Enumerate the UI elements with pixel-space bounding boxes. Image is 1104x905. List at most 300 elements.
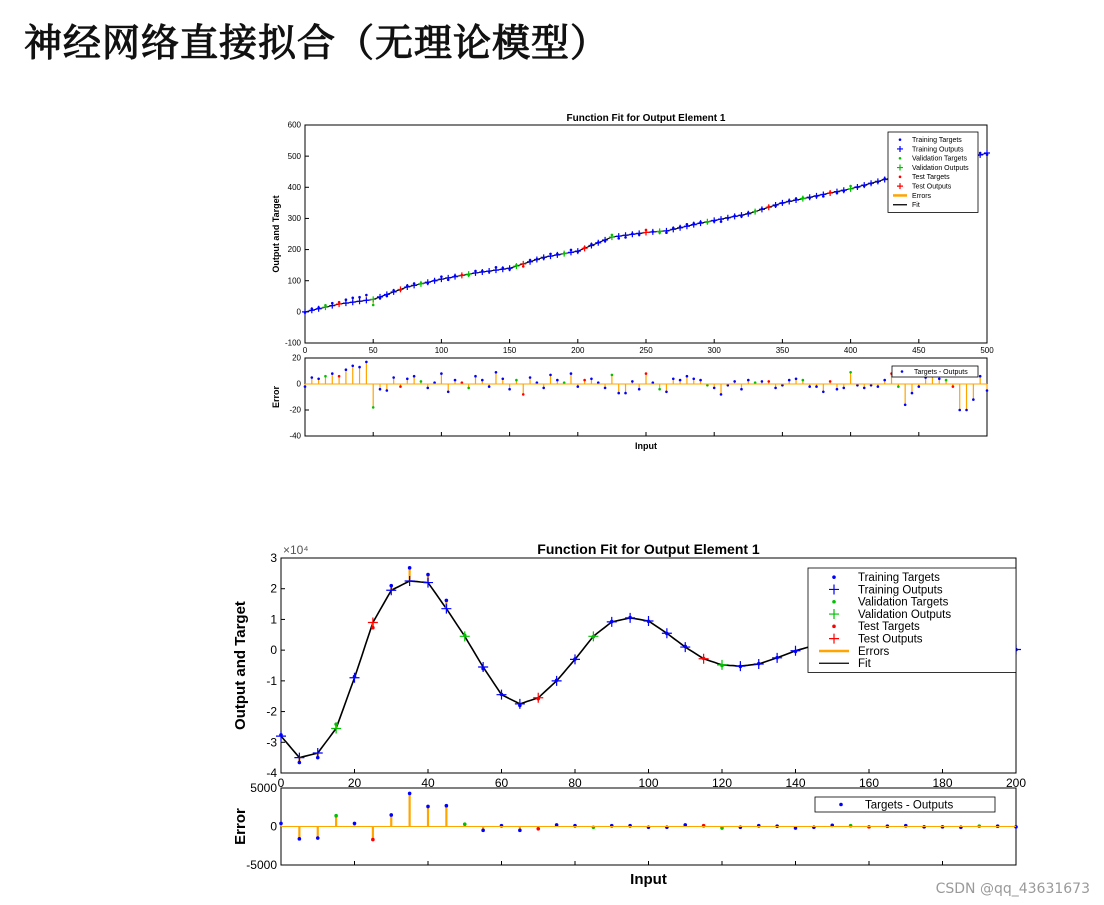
target-marker — [331, 302, 334, 305]
error-y-tick-label: -20 — [289, 405, 301, 415]
error-stem-marker — [849, 371, 852, 374]
target-marker — [808, 197, 811, 200]
error-y-tick-label: 0 — [296, 379, 301, 389]
target-marker — [440, 275, 443, 278]
error-legend-label: Targets - Outputs — [865, 799, 954, 812]
target-marker — [573, 657, 577, 661]
error-stem-marker — [972, 398, 975, 401]
target-marker — [563, 252, 566, 255]
target-marker — [754, 210, 757, 213]
y-axis-label: Output and Target — [271, 195, 281, 273]
target-marker — [501, 267, 504, 270]
target-marker — [733, 215, 736, 218]
error-stem-marker — [372, 406, 375, 409]
legend-label: Fit — [858, 658, 871, 671]
error-stem-marker — [447, 391, 450, 394]
error-stem-marker — [454, 379, 457, 382]
legend-key — [899, 176, 902, 179]
chart-1 — [271, 113, 994, 451]
error-stem-marker — [467, 387, 470, 390]
target-marker — [647, 619, 651, 623]
y-tick-label: -1 — [266, 673, 277, 688]
target-marker — [386, 295, 389, 298]
legend-label: Errors — [858, 645, 890, 658]
error-legend-label: Targets - Outputs — [914, 368, 968, 376]
error-stem-marker — [515, 379, 518, 382]
target-marker — [739, 665, 743, 669]
x-axis-label: Input — [635, 441, 657, 451]
error-stem-marker — [740, 388, 743, 391]
y-axis-label: Output and Target — [232, 601, 249, 730]
error-y-tick-label: 5000 — [250, 781, 277, 795]
error-stem-marker — [863, 387, 866, 390]
target-marker — [334, 722, 338, 726]
error-stem-marker — [413, 375, 416, 378]
error-axes-box — [305, 358, 987, 436]
legend-label: Training Outputs — [858, 584, 943, 597]
error-stem-marker — [556, 379, 559, 382]
target-marker — [679, 226, 682, 229]
error-stem-marker — [808, 385, 811, 388]
y-tick-label: 3 — [270, 551, 277, 565]
target-marker — [304, 311, 307, 314]
error-stem-marker — [774, 387, 777, 390]
target-marker — [454, 274, 457, 277]
error-stem-marker — [577, 385, 580, 388]
y-tick-label: 0 — [296, 307, 301, 317]
target-marker — [495, 266, 498, 269]
target-marker — [740, 215, 743, 218]
error-stem-marker — [829, 380, 832, 383]
target-marker — [883, 177, 886, 180]
target-marker — [699, 221, 702, 224]
legend-label: Test Targets — [858, 621, 920, 634]
error-stem-marker — [958, 409, 961, 412]
x-tick-label: 250 — [639, 346, 653, 355]
error-stem-marker — [463, 822, 467, 826]
error-stem-marker — [952, 385, 955, 388]
target-marker — [426, 282, 429, 285]
error-stem-marker — [788, 379, 791, 382]
target-marker — [445, 599, 449, 603]
target-marker — [592, 635, 596, 639]
error-stem-marker — [883, 379, 886, 382]
error-stem-marker — [747, 379, 750, 382]
x-tick-label: 200 — [571, 346, 585, 355]
error-stem-marker — [353, 822, 357, 826]
error-stem-marker — [836, 388, 839, 391]
error-stem-marker — [986, 389, 989, 392]
target-marker — [474, 270, 477, 273]
target-marker — [371, 626, 375, 630]
target-marker — [379, 297, 382, 300]
legend-key — [832, 575, 836, 579]
target-marker — [351, 297, 354, 300]
y-multiplier: ×10⁴ — [283, 543, 309, 557]
error-stem-marker — [611, 374, 614, 377]
error-stem-marker — [658, 388, 661, 391]
error-stem-marker — [351, 365, 354, 368]
error-y-tick-label: 0 — [270, 819, 277, 834]
legend-label: Validation Outputs — [858, 608, 952, 621]
x-tick-label: 40 — [421, 776, 435, 790]
y-tick-label: 500 — [287, 151, 301, 161]
error-y-axis-label: Error — [232, 808, 249, 845]
x-tick-label: 140 — [785, 776, 806, 790]
x-tick-label: 500 — [980, 346, 994, 355]
error-stem-marker — [842, 387, 845, 390]
error-stem-marker — [945, 379, 948, 382]
error-stem-marker — [542, 387, 545, 390]
legend-label: Errors — [912, 192, 932, 200]
target-marker — [706, 221, 709, 224]
x-tick-label: 180 — [932, 776, 953, 790]
target-marker — [345, 298, 348, 301]
target-marker — [392, 289, 395, 292]
target-marker — [372, 304, 375, 307]
target-marker — [389, 584, 393, 588]
legend-label: Test Targets — [912, 174, 950, 182]
error-stem-marker — [324, 375, 327, 378]
target-marker — [317, 306, 320, 309]
error-stem-marker — [358, 366, 361, 369]
error-stem-marker — [686, 375, 689, 378]
target-marker — [365, 294, 368, 297]
error-stem-marker — [334, 814, 338, 818]
y-tick-label: -100 — [284, 338, 301, 348]
target-marker — [488, 270, 491, 273]
error-stem-marker — [445, 804, 449, 808]
error-stem-marker — [529, 376, 532, 379]
legend-label: Test Outputs — [858, 633, 923, 646]
y-tick-label: -3 — [266, 735, 277, 750]
x-tick-label: 80 — [568, 776, 582, 790]
target-marker — [713, 220, 716, 223]
target-marker — [542, 257, 545, 260]
target-marker — [316, 756, 320, 760]
target-marker — [822, 195, 825, 198]
x-tick-label: 100 — [638, 776, 659, 790]
target-marker — [481, 667, 485, 671]
error-stem-marker — [481, 379, 484, 382]
error-stem-marker — [631, 380, 634, 383]
error-stem-marker — [279, 822, 283, 826]
target-marker — [747, 212, 750, 215]
error-stem-marker — [802, 379, 805, 382]
x-tick-label: 100 — [434, 346, 449, 355]
watermark: CSDN @qq_43631673 — [935, 881, 1090, 897]
target-marker — [577, 250, 580, 253]
target-marker — [665, 632, 669, 636]
error-stem-marker — [911, 392, 914, 395]
error-stem-marker — [440, 372, 443, 375]
target-marker — [788, 199, 791, 202]
target-marker — [353, 675, 357, 679]
y-tick-label: 2 — [270, 581, 277, 596]
error-stem-marker — [536, 827, 540, 831]
x-tick-label: 60 — [494, 776, 509, 790]
x-tick-label: 400 — [843, 346, 858, 355]
target-marker — [775, 656, 779, 660]
error-stem-marker — [624, 392, 627, 395]
error-stem-marker — [713, 387, 716, 390]
error-stem-marker — [822, 391, 825, 394]
error-stem-marker — [638, 388, 641, 391]
legend-label: Validation Targets — [912, 155, 967, 163]
error-stem-marker — [699, 379, 702, 382]
x-axis-label: Input — [630, 871, 667, 888]
target-marker — [652, 230, 655, 233]
error-stem-marker — [617, 392, 620, 395]
target-marker — [781, 202, 784, 205]
target-marker — [815, 195, 818, 198]
target-marker — [686, 223, 689, 226]
slide-title: 神经网络直接拟合（无理论模型） — [24, 21, 610, 65]
legend-label: Training Targets — [912, 136, 962, 144]
target-marker — [408, 566, 412, 570]
target-marker — [658, 231, 661, 234]
target-marker — [727, 217, 730, 220]
x-tick-label: 0 — [277, 776, 285, 790]
target-marker — [555, 678, 559, 682]
target-marker — [617, 237, 620, 240]
x-tick-label: 350 — [775, 346, 790, 355]
error-stem-marker — [495, 371, 498, 374]
target-marker — [672, 227, 675, 230]
error-stem-marker — [767, 380, 770, 383]
error-stem-marker — [399, 385, 402, 388]
target-marker — [515, 264, 518, 267]
error-stem-marker — [474, 375, 477, 378]
target-marker — [628, 616, 632, 620]
chart-title: Function Fit for Output Element 1 — [566, 113, 726, 124]
target-marker — [279, 733, 283, 737]
error-stem-marker — [549, 374, 552, 377]
target-marker — [467, 274, 470, 277]
target-marker — [420, 282, 423, 285]
error-stem-marker — [583, 379, 586, 382]
error-stem-marker — [389, 813, 393, 817]
target-marker — [863, 185, 866, 188]
error-stem-marker — [761, 380, 764, 383]
y-tick-label: -2 — [266, 704, 277, 719]
x-tick-label: 450 — [912, 346, 926, 355]
x-tick-label: 300 — [707, 346, 721, 355]
error-stem-marker — [672, 378, 675, 381]
target-marker — [426, 573, 430, 577]
target-marker — [645, 229, 648, 232]
error-stem-marker — [665, 391, 668, 394]
target-marker — [522, 265, 525, 268]
error-stem-marker — [522, 393, 525, 396]
error-stem-marker — [426, 387, 429, 390]
error-stem-marker — [795, 378, 798, 381]
error-stem-marker — [386, 389, 389, 392]
target-marker — [518, 704, 522, 708]
x-tick-label: 150 — [502, 346, 517, 355]
error-stem-marker — [392, 376, 395, 379]
target-marker — [638, 233, 641, 236]
target-marker — [413, 282, 416, 285]
error-stem-marker — [508, 388, 511, 391]
target-marker — [433, 279, 436, 282]
error-stem-marker — [604, 387, 607, 390]
error-stem-marker — [426, 805, 430, 809]
error-legend-key — [901, 370, 904, 373]
target-marker — [508, 268, 511, 271]
error-stem-marker — [877, 385, 880, 388]
target-marker — [311, 307, 314, 310]
error-stem-marker — [518, 829, 522, 833]
error-stem-marker — [481, 829, 485, 833]
target-marker — [447, 278, 450, 281]
target-marker — [399, 289, 402, 292]
x-tick-label: 200 — [1005, 776, 1027, 790]
legend-label: Fit — [912, 202, 920, 210]
chart-title: Function Fit for Output Element 1 — [537, 541, 760, 557]
target-marker — [529, 259, 532, 262]
error-stem-marker — [918, 385, 921, 388]
target-marker — [611, 234, 614, 237]
error-stem-marker — [590, 378, 593, 381]
error-stem-marker — [331, 372, 334, 375]
error-stem-marker — [408, 792, 412, 796]
target-marker — [856, 186, 859, 189]
target-marker — [702, 657, 706, 661]
target-marker — [842, 190, 845, 193]
target-marker — [500, 693, 504, 697]
error-stem-marker — [298, 837, 302, 841]
target-marker — [802, 196, 805, 199]
legend-label: Training Outputs — [912, 146, 964, 154]
error-y-axis-label: Error — [271, 385, 281, 409]
legend-key — [832, 600, 836, 604]
error-stem-marker — [965, 409, 968, 412]
target-marker — [794, 650, 798, 654]
error-stem-marker — [679, 379, 682, 382]
y-tick-label: 200 — [287, 245, 301, 255]
target-marker — [590, 243, 593, 246]
target-marker — [761, 207, 764, 210]
error-stem-marker — [371, 838, 375, 842]
target-marker — [720, 220, 723, 223]
error-stem-marker — [379, 388, 382, 391]
error-stem-marker — [733, 380, 736, 383]
legend-label: Validation Targets — [858, 596, 949, 609]
target-marker — [979, 152, 982, 155]
target-marker — [692, 222, 695, 225]
legend-key — [832, 625, 836, 629]
target-marker — [570, 249, 573, 252]
target-marker — [683, 645, 687, 649]
target-marker — [829, 191, 832, 194]
target-marker — [338, 301, 341, 304]
target-marker — [549, 253, 552, 256]
target-marker — [870, 182, 873, 185]
target-marker — [536, 258, 539, 261]
target-marker — [463, 634, 467, 638]
target-marker — [631, 232, 634, 235]
target-marker — [720, 664, 724, 668]
target-marker — [795, 198, 798, 201]
error-stem-marker — [345, 368, 348, 371]
error-y-tick-label: 20 — [292, 353, 301, 363]
target-marker — [986, 153, 989, 156]
error-y-tick-label: -5000 — [246, 858, 277, 872]
error-stem-marker — [645, 372, 648, 375]
target-marker — [604, 240, 607, 243]
y-tick-label: -4 — [266, 766, 277, 780]
error-stem-marker — [316, 836, 320, 840]
error-stem-marker — [501, 378, 504, 381]
error-stem-marker — [815, 385, 818, 388]
error-legend-key — [839, 803, 843, 807]
error-stem-marker — [338, 375, 341, 378]
error-stem-marker — [897, 385, 900, 388]
chart-2 — [232, 541, 1026, 888]
error-stem-marker — [420, 380, 423, 383]
error-stem-marker — [304, 385, 307, 388]
target-marker — [556, 253, 559, 256]
legend-key — [899, 157, 902, 160]
error-stem-marker — [692, 378, 695, 381]
legend-key — [899, 138, 902, 141]
x-tick-label: 120 — [711, 776, 733, 790]
target-marker — [849, 185, 852, 188]
target-marker — [757, 662, 761, 666]
legend-box — [888, 132, 978, 212]
target-marker — [481, 270, 484, 273]
error-stem-marker — [317, 378, 320, 381]
x-tick-label: 20 — [347, 776, 362, 790]
target-marker — [610, 620, 614, 624]
target-marker — [774, 205, 777, 208]
legend-label: Training Targets — [858, 571, 940, 584]
y-tick-label: 100 — [287, 276, 301, 286]
legend-label: Validation Outputs — [912, 164, 969, 172]
target-marker — [583, 246, 586, 249]
target-marker — [597, 241, 600, 244]
target-marker — [324, 304, 327, 307]
error-stem-marker — [406, 378, 409, 381]
y-tick-label: 400 — [287, 182, 301, 192]
error-stem-marker — [904, 404, 907, 407]
error-stem-marker — [720, 393, 723, 396]
target-marker — [665, 231, 668, 234]
error-y-tick-label: -40 — [289, 431, 301, 441]
error-stem-marker — [488, 385, 491, 388]
target-marker — [767, 205, 770, 208]
y-tick-label: 0 — [270, 643, 277, 658]
x-tick-label: 0 — [302, 346, 308, 355]
error-stem-marker — [365, 361, 368, 364]
error-stem-marker — [938, 378, 941, 381]
x-tick-label: 50 — [368, 346, 378, 355]
target-marker — [536, 697, 540, 701]
legend-label: Test Outputs — [912, 183, 952, 191]
y-tick-label: 300 — [287, 214, 301, 224]
x-tick-label: 160 — [858, 776, 880, 790]
error-stem-marker — [570, 372, 573, 375]
y-tick-label: 1 — [270, 612, 277, 627]
y-tick-label: 600 — [287, 120, 301, 130]
error-stem-marker — [979, 375, 982, 378]
target-marker — [836, 192, 839, 195]
target-marker — [358, 296, 361, 299]
target-marker — [298, 761, 302, 765]
target-marker — [461, 274, 464, 277]
target-marker — [877, 181, 880, 184]
